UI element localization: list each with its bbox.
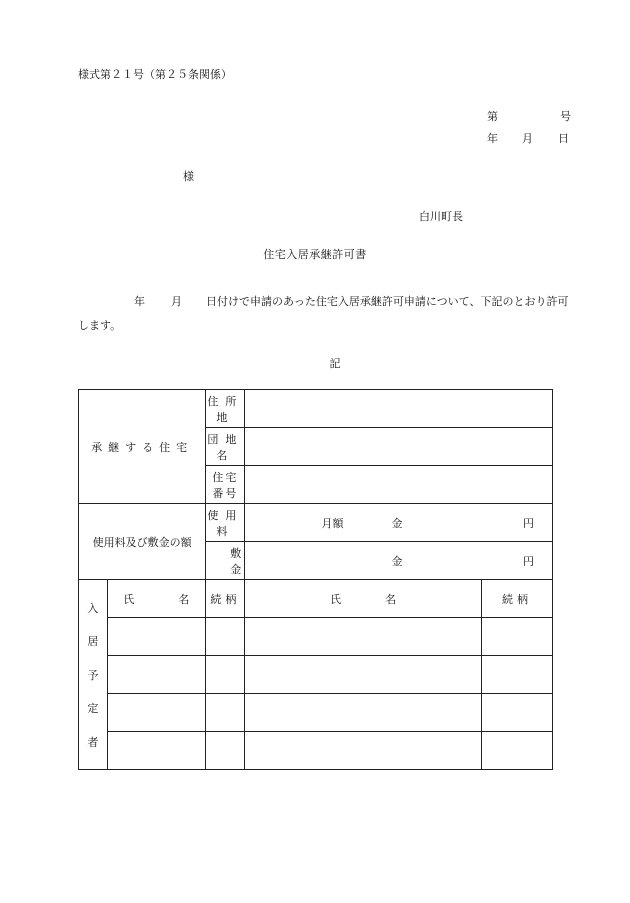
deposit-yen-prefix: 金 xyxy=(391,554,403,568)
ki-heading: 記 xyxy=(329,357,341,370)
house-group-label: 承継する住宅 xyxy=(79,390,206,504)
issue-date-month: 月 xyxy=(522,132,533,145)
usage-fee-row xyxy=(79,504,553,542)
resident-name-cell[interactable] xyxy=(245,618,481,656)
resident-name-cell[interactable] xyxy=(107,618,206,656)
relation-header-left: 続柄 xyxy=(206,580,245,618)
usage-fee-value[interactable] xyxy=(245,504,553,542)
deposit-yen-unit: 円 xyxy=(523,554,534,568)
address-row xyxy=(79,390,553,428)
body-line-2: します。 xyxy=(78,319,122,332)
monthly-label: 月額 xyxy=(321,516,344,530)
resident-name-cell[interactable] xyxy=(245,694,481,732)
issue-date-year: 年 xyxy=(487,132,498,145)
resident-relation-cell[interactable] xyxy=(481,732,552,770)
resident-relation-cell[interactable] xyxy=(481,694,552,732)
residents-char-2: 居 xyxy=(87,635,99,648)
document-title: 住宅入居承継許可書 xyxy=(263,248,367,261)
issue-number-label: 第 xyxy=(487,110,498,123)
relation-header-right: 続柄 xyxy=(481,580,552,618)
residents-char-1: 入 xyxy=(87,601,99,615)
body-month: 月 xyxy=(171,295,182,308)
issuer-name: 白川町長 xyxy=(419,210,463,223)
danchi-value[interactable] xyxy=(245,428,553,466)
resident-relation-cell[interactable] xyxy=(206,732,245,770)
address-value[interactable] xyxy=(245,390,553,428)
house-number-value[interactable] xyxy=(245,466,553,504)
residents-char-4: 定 xyxy=(87,702,99,715)
body-text xyxy=(78,290,598,338)
resident-relation-cell[interactable] xyxy=(206,656,245,694)
resident-name-cell[interactable] xyxy=(107,694,206,732)
fee-group-label: 使用料及び敷金の額 xyxy=(79,504,206,580)
resident-row xyxy=(79,694,553,732)
residents-char-5: 者 xyxy=(87,735,99,749)
resident-name-cell[interactable] xyxy=(107,656,206,694)
name-header-left: 氏 名 xyxy=(107,580,206,618)
name-header-right: 氏 名 xyxy=(245,580,481,618)
residents-header-row xyxy=(79,580,553,618)
residents-label xyxy=(79,580,108,770)
usage-fee-label: 使用料 xyxy=(206,504,245,542)
issue-date-day: 日 xyxy=(558,132,569,145)
resident-relation-cell[interactable] xyxy=(481,656,552,694)
issue-number-unit: 号 xyxy=(560,110,571,123)
resident-relation-cell[interactable] xyxy=(206,694,245,732)
usage-fee-yen-unit: 円 xyxy=(523,516,534,530)
house-number-label: 住宅番号 xyxy=(206,466,245,504)
body-line-1 xyxy=(78,290,598,314)
deposit-value[interactable] xyxy=(245,542,553,580)
permit-table xyxy=(78,389,553,770)
resident-relation-cell[interactable] xyxy=(206,618,245,656)
addressee-suffix: 様 xyxy=(183,170,194,183)
body-year: 年 xyxy=(134,295,145,308)
resident-name-cell[interactable] xyxy=(245,656,481,694)
usage-fee-yen-prefix: 金 xyxy=(391,516,403,530)
form-label: 様式第２１号（第２５条関係） xyxy=(78,68,232,81)
danchi-label: 団地名 xyxy=(206,428,245,466)
resident-name-cell[interactable] xyxy=(245,732,481,770)
residents-vertical-text xyxy=(79,600,107,750)
resident-name-cell[interactable] xyxy=(107,732,206,770)
resident-row xyxy=(79,732,553,770)
deposit-label: 敷金 xyxy=(206,542,245,580)
residents-char-3: 予 xyxy=(87,668,99,682)
body-main-text: 日付けで申請のあった住宅入居承継許可申請について、下記のとおり許可 xyxy=(206,295,569,308)
address-label: 住所地 xyxy=(206,390,245,428)
resident-row xyxy=(79,618,553,656)
resident-relation-cell[interactable] xyxy=(481,618,552,656)
resident-row xyxy=(79,656,553,694)
